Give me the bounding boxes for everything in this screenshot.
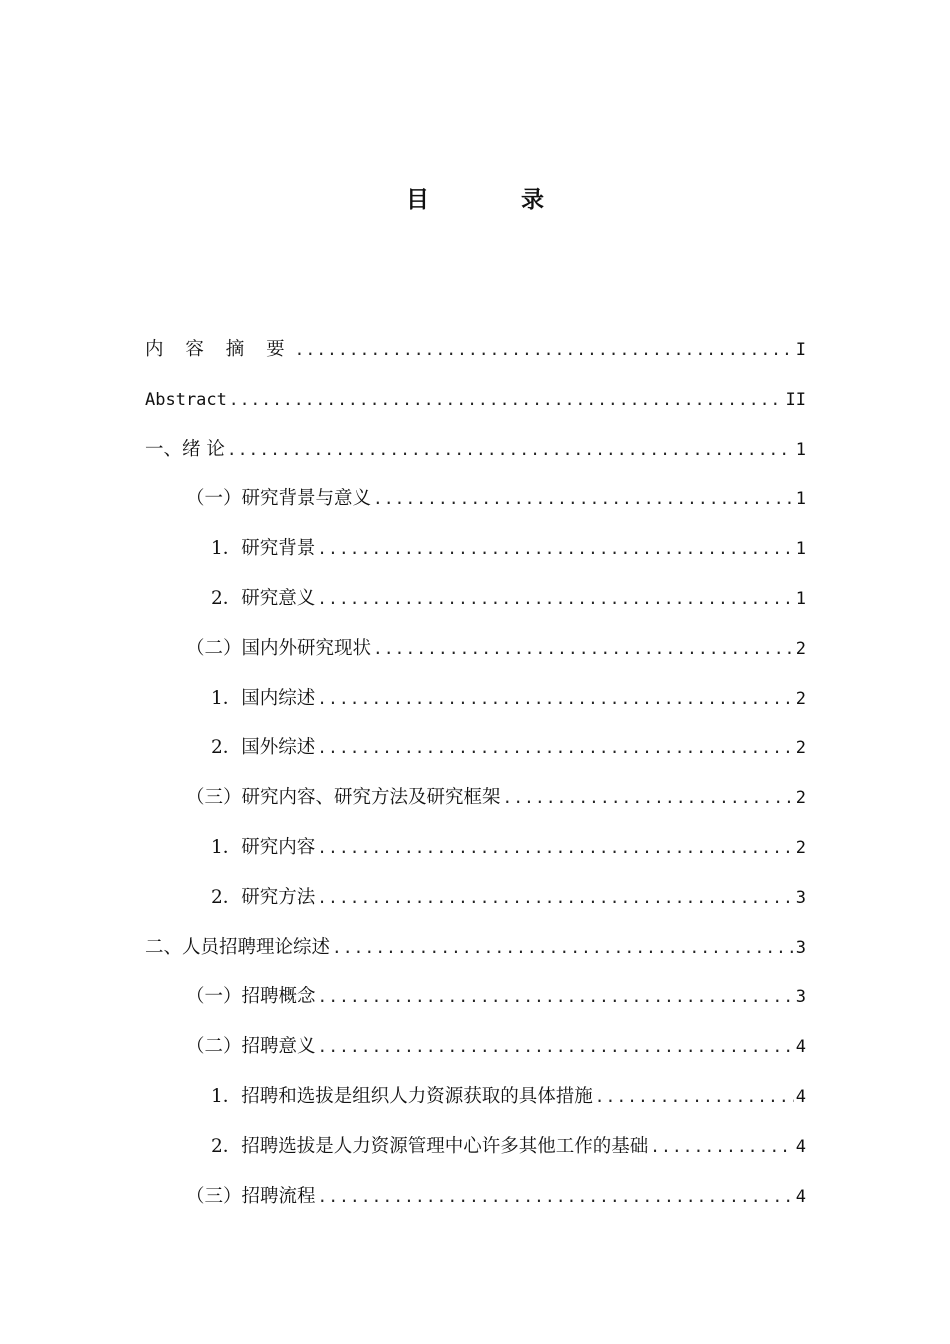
toc-entry-page-number: 1 xyxy=(795,439,806,460)
toc-entry-page-number: I xyxy=(795,340,806,360)
toc-entry-label: 1．研究背景 xyxy=(211,538,316,560)
toc-entry-label: 1．招聘和选拔是组织人力资源获取的具体措施 xyxy=(211,1085,593,1107)
toc-entry[interactable] xyxy=(145,382,806,432)
toc-entry-label: （一）招聘概念 xyxy=(186,986,316,1008)
toc-leader-dots xyxy=(595,1079,794,1115)
toc-entry[interactable] xyxy=(145,631,806,681)
toc-leader-dots xyxy=(317,681,793,717)
toc-leader-dots xyxy=(317,880,793,916)
toc-entry[interactable] xyxy=(145,531,806,581)
toc-leader-dots xyxy=(317,830,793,866)
toc-leader-dots xyxy=(317,730,793,766)
toc-entry[interactable] xyxy=(145,481,806,531)
toc-leader-dots xyxy=(650,1129,793,1165)
toc-entry-page-number: 4 xyxy=(795,1086,806,1107)
toc-entry-page-number: 3 xyxy=(795,937,806,958)
toc-entry[interactable] xyxy=(145,979,806,1029)
toc-leader-dots xyxy=(318,1029,794,1065)
toc-entry-label: 1．研究内容 xyxy=(211,836,316,858)
toc-entry[interactable] xyxy=(145,332,806,382)
toc-entry-page-number: 1 xyxy=(795,539,806,560)
toc-leader-dots xyxy=(229,382,784,418)
toc-entry-label: （二）国内外研究现状 xyxy=(186,637,372,659)
toc-entry-page-number: 2 xyxy=(795,837,806,858)
toc-entry[interactable] xyxy=(145,681,806,731)
toc-entry[interactable] xyxy=(145,730,806,780)
toc-entry-label: 2．国外综述 xyxy=(211,737,316,759)
toc-leader-dots xyxy=(332,930,794,966)
toc-entry-label: 二、人员招聘理论综述 xyxy=(145,936,331,958)
toc-entry-label: Abstract xyxy=(145,389,227,410)
toc-leader-dots xyxy=(373,481,794,517)
toc-leader-dots xyxy=(317,581,793,617)
toc-entry-page-number: 4 xyxy=(795,1037,806,1058)
toc-entry[interactable] xyxy=(145,880,806,930)
toc-entry-label: 2．招聘选拔是人力资源管理中心许多其他工作的基础 xyxy=(211,1135,649,1157)
toc-entry-label: 一、绪 论 xyxy=(145,438,225,460)
toc-entry[interactable] xyxy=(145,930,806,980)
toc-entry-page-number: 2 xyxy=(795,738,806,759)
toc-entry-label: （三）研究内容、研究方法及研究框架 xyxy=(186,787,501,809)
toc-entry[interactable] xyxy=(145,1079,806,1129)
toc-entry-page-number: 2 xyxy=(795,638,806,659)
toc-entry-label: 2．研究方法 xyxy=(211,886,316,908)
toc-entry-page-number: 2 xyxy=(795,688,806,709)
toc-entry-page-number: 2 xyxy=(795,788,806,809)
toc-leader-dots xyxy=(295,332,794,368)
toc-entry[interactable] xyxy=(145,1029,806,1079)
toc-leader-dots xyxy=(373,631,794,667)
toc-leader-dots xyxy=(227,432,794,468)
toc-entry-label: （二）招聘意义 xyxy=(186,1036,316,1058)
toc-leader-dots xyxy=(503,780,794,816)
toc-entry[interactable] xyxy=(145,1179,806,1229)
toc-leader-dots xyxy=(318,1179,794,1215)
toc-entry-page-number: 1 xyxy=(795,588,806,609)
toc-entry-page-number: 3 xyxy=(795,887,806,908)
toc-entry-label: （三）招聘流程 xyxy=(186,1185,316,1207)
table-of-contents xyxy=(145,332,806,1228)
toc-entry-page-number: 1 xyxy=(795,489,806,510)
toc-leader-dots xyxy=(317,531,793,567)
toc-entry[interactable] xyxy=(145,830,806,880)
toc-entry[interactable] xyxy=(145,1129,806,1179)
toc-entry[interactable] xyxy=(145,432,806,482)
page-title: 目 录 xyxy=(405,187,586,213)
toc-entry-label: 2．研究意义 xyxy=(211,587,316,609)
toc-entry-page-number: 4 xyxy=(795,1136,806,1157)
toc-entry-label: （一）研究背景与意义 xyxy=(186,488,372,510)
toc-entry[interactable] xyxy=(145,780,806,830)
toc-entry-label: 内 容 摘 要 xyxy=(145,339,293,360)
toc-entry-page-number: 4 xyxy=(795,1186,806,1207)
toc-entry-label: 1．国内综述 xyxy=(211,687,316,709)
toc-entry-page-number: 3 xyxy=(795,987,806,1008)
toc-leader-dots xyxy=(318,979,794,1015)
toc-entry[interactable] xyxy=(145,581,806,631)
toc-entry-page-number: II xyxy=(785,389,806,410)
